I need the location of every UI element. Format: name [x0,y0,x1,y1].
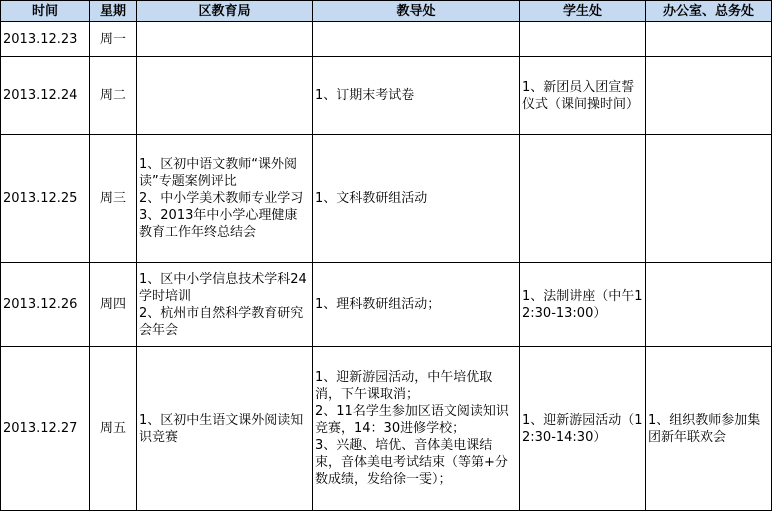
office-cell [646,263,772,347]
district-item: 2、中小学美术教师专业学习 [139,191,304,206]
student-cell [520,57,646,135]
student-cell [520,135,646,263]
student-item: 1、迎新游园活动（12:30-14:30） [522,412,643,445]
district-cell [137,347,313,511]
district-item: 1、区初中生语文课外阅读知识竞赛 [139,412,304,445]
table-row [1,57,772,135]
academic-item: 2、11名学生参加区语文阅读知识竞赛，14：30进修学校； [315,404,509,436]
weekday-cell: 周一 [90,22,137,57]
district-cell [137,57,313,135]
student-item: 1、新团员入团宣誓仪式（课间操时间） [522,79,640,112]
header-academic-affairs: 教导处 [313,1,520,22]
header-student-affairs: 学生处 [520,1,646,22]
academic-cell [313,135,520,263]
header-row [1,1,772,22]
table-row [1,135,772,263]
student-cell [520,263,646,347]
header-district-education-bureau: 区教育局 [137,1,313,22]
academic-item: 1、订期末考试卷 [315,88,415,103]
academic-item: 3、兴趣、培优、音体美电课结束，音体美电考试结束（等第+分数成绩，发给徐一雯）； [315,438,508,487]
header-date: 时间 [1,1,90,22]
academic-cell [313,57,520,135]
office-cell [646,347,772,511]
student-item: 1、法制讲座（中午12:30-13:00） [522,288,643,321]
district-cell [137,135,313,263]
table-row [1,22,772,57]
academic-cell [313,347,520,511]
weekday-cell: 周四 [90,263,137,347]
header-office-general-affairs: 办公室、总务处 [646,1,772,22]
academic-item: 1、理科教研组活动； [315,297,441,312]
date-cell: 2013.12.27 [1,347,90,511]
district-item: 3、2013年中小学心理健康教育工作年终总结会 [139,208,298,240]
weekday-cell: 周二 [90,57,137,135]
student-cell [520,22,646,57]
weekday-cell: 周三 [90,135,137,263]
district-item: 1、区中小学信息技术学科24学时培训 [139,271,307,304]
district-item: 2、杭州市自然科学教育研究会年会 [139,305,304,338]
date-cell: 2013.12.24 [1,57,90,135]
district-cell [137,263,313,347]
table-row [1,347,772,511]
date-cell: 2013.12.26 [1,263,90,347]
table-row [1,263,772,347]
office-item: 1、组织教师参加集团新年联欢会 [648,412,761,445]
academic-item: 1、迎新游园活动，中午培优取消，下午课取消； [315,370,493,402]
date-cell: 2013.12.23 [1,22,90,57]
student-cell [520,347,646,511]
academic-cell [313,263,520,347]
district-item: 1、区初中语文教师“课外阅读”专题案例评比 [139,157,298,189]
header-weekday: 星期 [90,1,137,22]
office-cell [646,135,772,263]
academic-cell [313,22,520,57]
weekday-cell: 周五 [90,347,137,511]
office-cell [646,22,772,57]
academic-item: 1、文科教研组活动 [315,191,428,206]
office-cell [646,57,772,135]
district-cell [137,22,313,57]
date-cell: 2013.12.25 [1,135,90,263]
